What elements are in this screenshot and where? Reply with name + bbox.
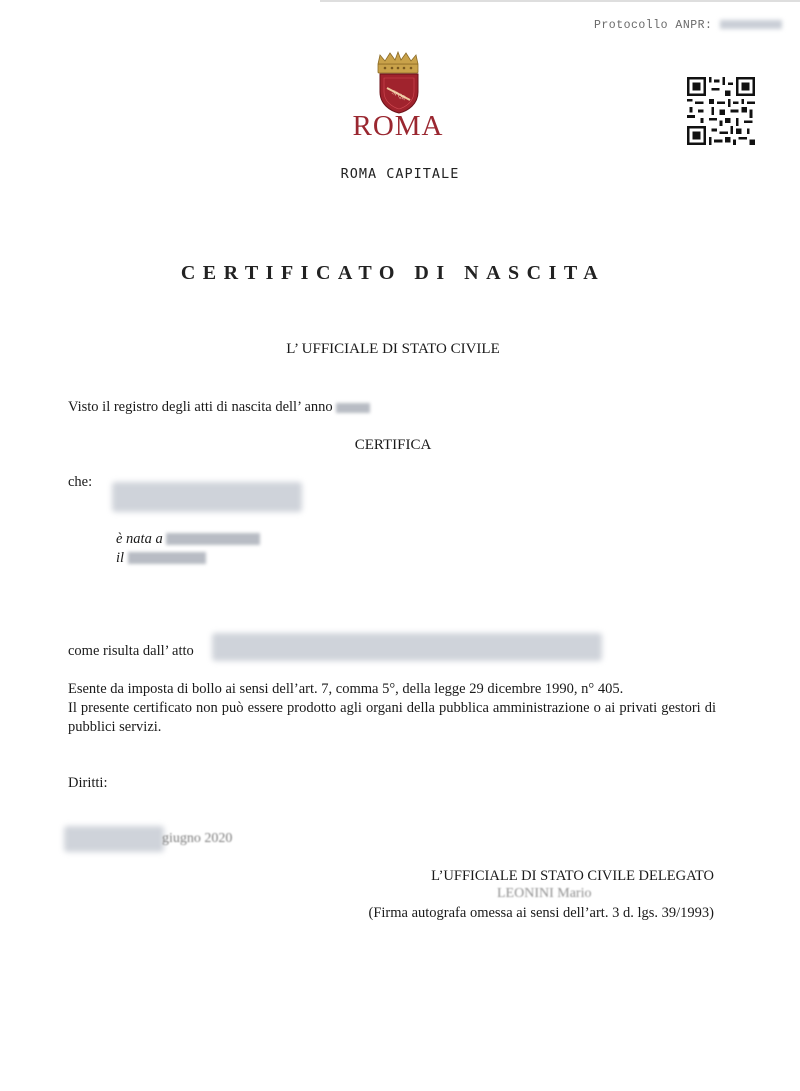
signatory-role: L’UFFICIALE DI STATO CIVILE DELEGATO bbox=[431, 868, 714, 884]
signatory-name: LEONINI Mario bbox=[497, 886, 592, 901]
birthdate-redacted bbox=[128, 552, 206, 564]
issuer-heading: L’ UFFICIALE DI STATO CIVILE bbox=[286, 341, 500, 357]
issue-date: giugno 2020 bbox=[162, 831, 233, 846]
exemption-note: Esente da imposta di bollo ai sensi dell’art. 7, comma 5°, della legge 29 dicembre 1990, n° 405. bbox=[68, 681, 624, 697]
birthplace-redacted bbox=[166, 533, 260, 545]
registry-year-redacted bbox=[336, 403, 370, 413]
birthdate-label: il bbox=[116, 550, 125, 566]
registry-line bbox=[68, 399, 370, 416]
diritti-label: Diritti: bbox=[68, 775, 108, 791]
birthplace-line bbox=[116, 531, 260, 548]
birthdate-line bbox=[116, 550, 206, 567]
svg-text:SPQR: SPQR bbox=[390, 89, 407, 103]
protocol-value-redacted bbox=[720, 20, 782, 29]
issue-place-redacted bbox=[64, 826, 164, 852]
protocol-number bbox=[594, 19, 782, 32]
protocol-label: Protocollo ANPR: bbox=[594, 19, 713, 32]
top-rule bbox=[320, 0, 800, 2]
institution-name: ROMA CAPITALE bbox=[340, 166, 460, 182]
signature-note: (Firma autografa omessa ai sensi dell’art. 3 d. lgs. 39/1993) bbox=[368, 905, 714, 921]
registry-text: Visto il registro degli atti di nascita dell’ anno bbox=[68, 399, 333, 415]
qr-code-icon bbox=[687, 77, 755, 145]
birthplace-label: è nata a bbox=[116, 531, 163, 547]
document-title: CERTIFICATO DI NASCITA bbox=[180, 262, 606, 284]
che-label: che: bbox=[68, 474, 93, 490]
person-name-redacted bbox=[112, 482, 302, 512]
certifica-heading: CERTIFICA bbox=[354, 437, 432, 453]
usage-note: Il presente certificato non può essere prodotto agli organi della pubblica amministrazione o ai privati gestori di pubblici servizi. bbox=[68, 700, 716, 735]
act-reference-label: come risulta dall’ atto bbox=[68, 643, 194, 659]
act-reference-redacted bbox=[212, 633, 602, 661]
logo-text: ROMA bbox=[352, 110, 444, 142]
